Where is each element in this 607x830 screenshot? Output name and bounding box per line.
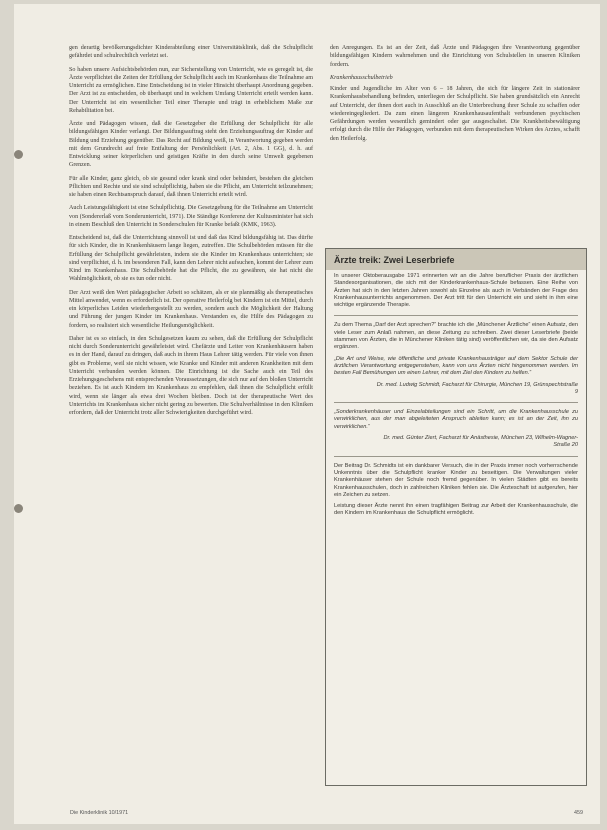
letters-box: [325, 248, 587, 786]
page-number: 459: [574, 810, 583, 816]
footer-publication: Die Kinderklinik 10/1971: [70, 810, 129, 816]
paragraph: So haben unsere Aufsichtsbehörden nun, zur Sicherstellung von Unterricht, wie es geregelt ist, die Ärzte verpflichtet die Zeiten der Erfüllung der Schulpflicht auch im Krankenhaus die Teilnahme am Unterricht zu ermöglichen. Eine Entscheidung ist in vieler Hinsicht überhaupt Anordnung gegeben. Der Arzt ist zu entscheiden, ob überhaupt und in welchem Umfang Unterricht erteilt werden kann. Der Unterricht ist ein wesentlicher Teil einer Therapie und trägt in erheblichem Maße zur Rehabilitation bei.: [69, 66, 313, 114]
divider: [334, 315, 578, 316]
paragraph: Auch Leistungsfähigkeit ist eine Schulpflichtig. Die Gesetzgebung für die Teilnahme am Unterricht von (Sondererlaß vom Sonderunterricht, 1971). Die Ständige Konferenz der Kultusminister hat sich in einem Beschluß den Unterricht in Sonderschulen für Kranke befaßt (KMK, 1963).: [69, 205, 313, 228]
divider: [334, 402, 578, 403]
section-subheading: Krankenhausschulbetrieb: [330, 74, 393, 81]
right-text-column: [330, 44, 580, 148]
paragraph: Ärzte und Pädagogen wissen, daß die Gesetzgeber die Erfüllung der Schulpflicht für alle bildungsfähigen Kinder verlangt. Der Bildungsauftrag steht den Erziehungsauftrag der Kinder auf Bildung und Erziehung gegenüber. Das Recht auf Bildung weiß, in Verantwortung gegeben werden mit dem Grundrecht auf freie Entfaltung der Persönlichkeit (Art. 2, Abs. 1 GG), d. h. auf Entwicklung seiner körperlichen und geistigen Kräfte in den durch seine Umwelt gegebenen Grenzen.: [69, 121, 313, 169]
paragraph: Kinder und Jugendliche im Alter von 6 – 18 Jahren, die sich für längere Zeit in stationärer Krankenhausbehandlung befinden, unterliegen der Schulpflicht. Sie haben grundsätzlich ein Anrecht auf Unterricht, der ihnen dort auch in Ausschluß an die Unterbrechung ihrer Schule zu schaffen oder wiedereingegliedert. Da zum einen längeren Krankenhausaufenthalt verbundenen psychischen Gefährdungen werden wesentlich gemindert oder gar ausgeschaltet. Die Krankheitsbewältigung erfolgt durch die Hilfe der Pädagogen, verbunden mit dem therapeutischen Wirken des Arztes, schafft den Heilerfolg.: [330, 86, 580, 142]
document-page: [14, 4, 600, 824]
box-closing: Leistung dieser Ärzte nennt ihn einen tragfähigen Beitrag zur Arbeit der Krankenhausschule, die den Kindern im Krankenhaus die Schulpflicht ermöglicht.: [334, 503, 578, 517]
letter-quote: „Sonderkrankenhäuser und Einzelabteilungen sind ein Schritt, um die Krankenhausschule zu verwirklichen, aus der man abgeleiteten Anspruch ableiten kann; es ist an der Zeit, ihn zu verwirklichen.“: [334, 409, 578, 430]
divider: [334, 456, 578, 457]
paragraph: Daher ist es so einfach, in den Schulgesetzen kaum zu sehen, daß die Erfüllung der Schulpflicht nicht durch Sonderunterricht gewährleistet wird. Chefärzte und Leiter von Krankenhäusern haben es in der Hand, darauf zu dringen, daß auch in ihrem Haus Lehrer tätig werden. Für viele von ihnen gibt es Probleme, weil sie nicht wissen, wie Kranke und Kinder mit anderen Krankheiten mit dem Unterricht verbunden werden können. Die Einrichtung ist die Sache auch ein Teil des Erziehungsgeschehens mit entsprechenden Voraussetzungen, die sich nur auf den bloßen Unterricht beziehen. Es ist auch Kindern im Krankenhaus zu empfehlen, daß ihnen die Schulpflicht erfüllt wird, wenn sie länger als etwa drei Wochen bleiben. Doch ist der therapeutische Wert des Unterrichts im Krankenhaus sicher nicht gering zu bewerten. Die Schulverhältnisse in den Kliniken erfordern, daß der Unterricht trotz aller Schwierigkeiten durchgeführt wird.: [69, 335, 313, 416]
letters-box-title: Ärzte treik: Zwei Leserbriefe: [326, 249, 586, 270]
paragraph: Der Arzt weiß den Wert pädagogischer Arbeit so schätzen, als er sie planmäßig als therapeutisches Mittel anwendet, wenn es erforderlich ist. Der operative Heilerfolg bei Kindern ist ein Mittel, durch ein körperliches Leiden wiederhergestellt zu werden, sondern auch die Möglichkeit der Haltung und Führung der jungen Kinder im Krankenhaus. Verstanden es, die Hilfe des Pädagogen zu fordern, so realisiert sich wesentliche Heilungsmöglichkeit.: [69, 289, 313, 329]
letter-quote: „Die Art und Weise, wie öffentliche und private Krankenhausträger auf dem Sektor Schule der ärztlichen Verantwortung entgegenstehen, kann von uns Ärzten nicht hingenommen werden. Im besten Fall Bemühungen um einen Lehrer, mit dem Ziel den Kindern zu helfen.“: [334, 355, 578, 377]
paragraph: den Anregungen. Es ist an der Zeit, daß Ärzte und Pädagogen ihre Verantwortung gegenüber bildungsfähigen Kindern wahrnehmen und die Einrichtung von Schulstellen in unseren Kliniken fordern.: [330, 45, 580, 68]
paragraph: Entscheidend ist, daß die Unterrichtung sinnvoll ist und daß das Kind bildungsfähig ist. Das dürfte für sich Kinder, die in Krankenhäusern lange liegen, zutreffen. Die Schulbehörden müssen für die Erfüllung der Schulpflicht gewährleisten, indem sie die Kinder im Krankenhaus unterrichten; sie sind verpflichtet, d. h. im besonderen Fall, kann den Lehrer nicht aufsuchen, kommt der Lehrer zum Kind im Krankenhaus. Die Schulbehörde hat die Pflicht, die zu gewähren, sie hat nicht die Wahlmöglichkeit, ob sie es tun oder nicht.: [69, 235, 314, 283]
box-intro: In unserer Oktoberausgabe 1971 erinnerten wir an die Jahre beruflicher Praxis der ärztlichen Standesorganisationen, die sich mit der Kinderkrankenhaus-Schule befassen. Eine Reihe von Ärzten hat sich in den letzten Jahren sowohl als Einzelne als auch in Verbänden der Frage des Krankenhausunterrichts angenommen. Der Arzt tritt für den Unterricht ein und sieht in ihm eine wichtige ergänzende Therapie.: [334, 273, 578, 309]
paragraph: gen derartig bevölkerungsdichter Kinderabteilung einer Universitätsklinik, daß die Schulpflicht gefährdet und schulrechtlich verletzt sei.: [69, 45, 313, 60]
paragraph: Für alle Kinder, ganz gleich, ob sie gesund oder krank sind oder behindert, bestehen die gleichen Pflichten und Rechte und sie sind schulpflichtig, haben sie die Pflicht, am Unterricht teilzunehmen; sie haben einen Rechtsanspruch darauf, daß ihnen Unterricht erteilt wird.: [69, 175, 313, 198]
letter-lead: Zu dem Thema „Darf der Arzt sprechen?“ brachte ich die „Münchener Ärztliche“ einen Aufsatz, den viele Leser zum Anlaß nahmen, an diese Zeitung zu schreiben. Zwei dieser Leserbriefe (beide stammen von Ärzten, die in Münchener Kliniken tätig sind) veröffentlichen wir, da sie den Aufsatz ergänzen.: [334, 322, 578, 351]
binder-hole-mark: [14, 150, 23, 159]
left-text-column: [69, 44, 313, 422]
letter-signature: Dr. med. Ludwig Schmidt, Facharzt für Chirurgie, München 19, Grünspechtstraße 9: [376, 381, 578, 395]
letter-signature: Dr. med. Günter Ziert, Facharzt für Anästhesie, München 23, Wilhelm-Wagner-Straße 20: [383, 435, 578, 449]
letters-box-body: [326, 270, 586, 525]
box-closing: Der Beitrag Dr. Schmidts ist ein dankbarer Versuch, die in der Praxis immer noch vorherrschende Unkenntnis über die Schulpflicht kranker Kinder zu beseitigen. Die Verwaltungen vieler Krankenhäuser stehen der Schule noch fremd gegenüber. In vielen Städten gibt es bereits Krankenhausschulen, doch in zahlreichen Kliniken fehlen sie. Die Ärzteschaft ist aufgerufen, hier ein Zeichen zu setzen.: [334, 462, 578, 498]
binder-hole-mark: [14, 504, 23, 513]
